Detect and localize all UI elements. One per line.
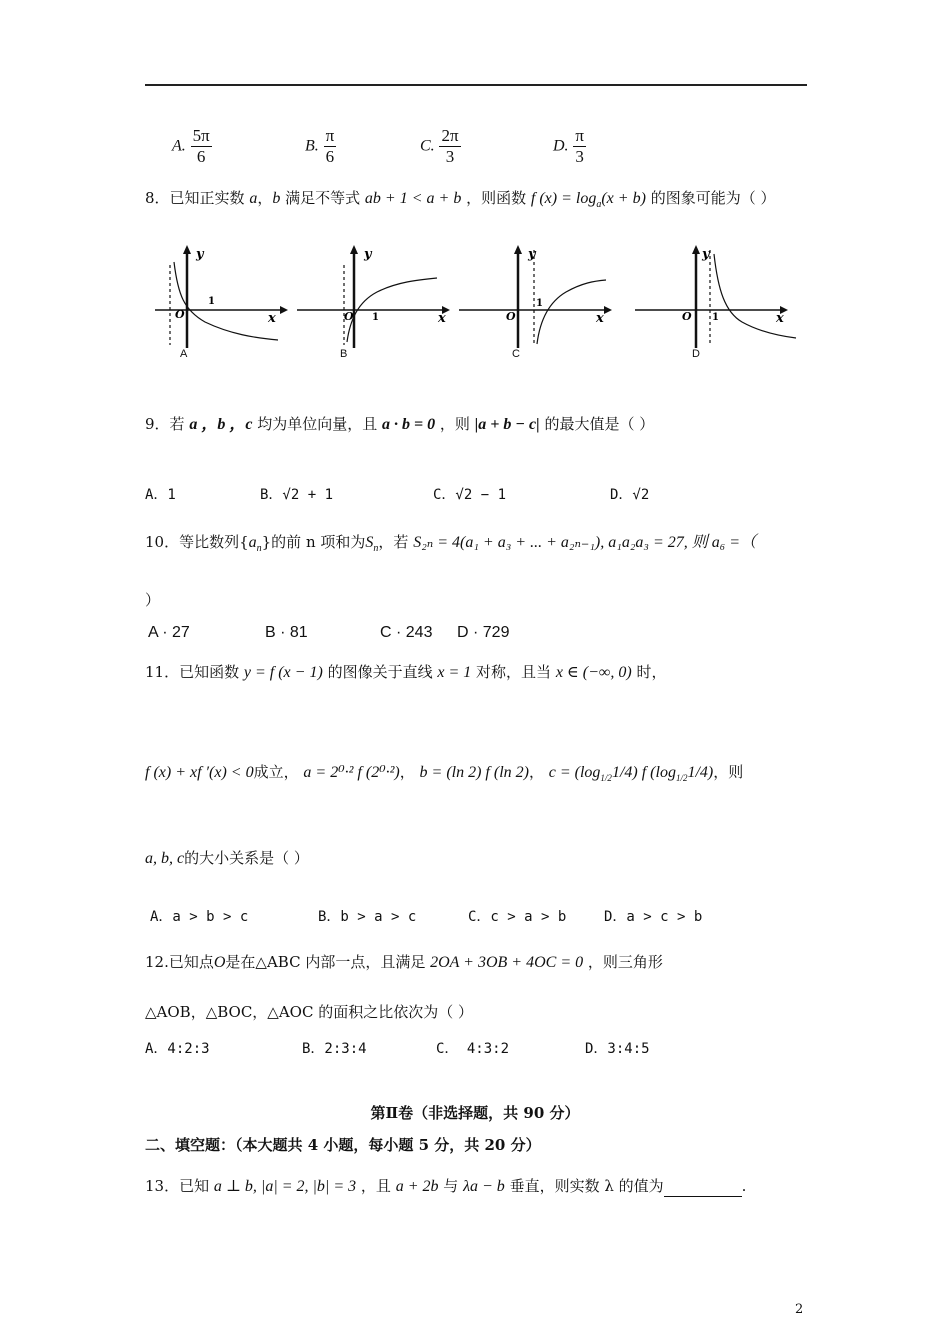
q8-graph-a	[150, 240, 290, 350]
svg-text:1: 1	[712, 312, 719, 323]
q10-option-d: D · 729	[457, 624, 510, 641]
q12-option-b: B．2:3:4	[302, 1041, 367, 1057]
q11-stem-3: a, b, c的大小关系是（ ）	[145, 849, 309, 867]
svg-text:x: x	[268, 311, 276, 326]
svg-text:1: 1	[208, 296, 215, 307]
svg-text:O: O	[175, 308, 185, 321]
q9-option-d: D．√2	[610, 487, 650, 503]
q7-option-d: D. $\frac{\pi}{3}$	[553, 126, 584, 166]
q12-option-d: D．3:4:5	[585, 1041, 650, 1057]
svg-text:O: O	[344, 310, 354, 323]
q13-answer-blank	[664, 1182, 742, 1197]
q12-option-c: C． 4:3:2	[436, 1041, 510, 1057]
q8-graph-a-label: A	[180, 348, 188, 360]
q11-option-a: A．a > b > c	[150, 909, 249, 925]
q11-stem-2: f (x) + xf ′(x) < 0成立， a = 2⁰·² f (2⁰·²)， b = (ln 2) f (ln 2)， $c = (\log_{1/2}1/4)$ f $(\log_{1/2}1/4)$，则	[145, 763, 744, 783]
q12-option-a: A．4:2:3	[145, 1041, 210, 1057]
q9-stem: 9．若 a ，b ，c 均为单位向量，且 a · b = 0 ，则 |a + b − c| 的最大值是（ ）	[145, 415, 655, 433]
q12-stem-2: △AOB，△BOC，△AOC 的面积之比依次为（ ）	[145, 1003, 473, 1021]
q13-stem: 13．已知 a ⊥ b, |a| = 2, |b| = 3 ，且 a + 2b 与 λa − b 垂直，则实数 λ 的值为 .	[145, 1177, 747, 1195]
q10-option-a: A · 27	[148, 624, 190, 641]
q10-stem-close: ）	[145, 591, 161, 609]
q7-option-a: A. $\frac{5\pi}{6}$	[172, 126, 210, 166]
svg-text:y: y	[702, 247, 710, 262]
q11-stem-1: 11．已知函数 y = f (x − 1) 的图像关于直线 x = 1 对称，且当 x ∈ (−∞, 0) 时，	[145, 663, 667, 681]
svg-text:O: O	[682, 310, 692, 323]
svg-text:1: 1	[536, 298, 543, 309]
svg-text:1: 1	[372, 312, 379, 323]
q10-option-b: B · 81	[265, 624, 308, 641]
q10-option-c: C · 243	[380, 624, 433, 641]
q7-option-c: C. $\frac{2\pi}{3}$	[420, 126, 459, 166]
q8-stem: 8．已知正实数 a，b 满足不等式 ab + 1 < a + b ，则函数 f $(x) = \log_a(x + b)$ 的图象可能为（ ）	[145, 189, 776, 210]
q8-graph-c-label: C	[512, 348, 520, 360]
page-number: 2	[795, 1302, 804, 1317]
q11-option-c: C．c > a > b	[468, 909, 567, 925]
q12-stem-1: 12.已知点O是在△ABC 内部一点，且满足 2OA + 3OB + 4OC = 0 ，则三角形	[145, 953, 663, 971]
q11-option-b: B．b > a > c	[318, 909, 417, 925]
part2-title: 第Ⅱ卷（非选择题，共 90 分）	[370, 1104, 580, 1122]
q7-option-b: B. $\frac{\pi}{6}$	[305, 126, 335, 166]
header-rule	[145, 84, 807, 86]
q11-option-d: D．a > c > b	[604, 909, 703, 925]
q9-option-a: A．1	[145, 487, 176, 503]
q8-graph-c	[454, 240, 614, 350]
svg-text:x: x	[438, 311, 446, 326]
svg-text:y: y	[196, 247, 204, 262]
q9-option-b: B．√2 + 1	[260, 487, 334, 503]
q8-graph-b-label: B	[340, 348, 348, 360]
q10-stem: 10．等比数列$\{a_n\}$的前 n 项和为$S_n$，若 S₂ₙ = 4(a₁ + a₃ + ... + a₂ₙ₋₁), a₁a₂a₃ = 27, 则 a₆ =（	[145, 533, 757, 554]
svg-text:O: O	[506, 310, 516, 323]
q8-graph-b	[292, 240, 452, 350]
svg-text:y: y	[528, 247, 536, 262]
svg-text:y: y	[364, 247, 372, 262]
q8-graph-d	[630, 240, 800, 350]
q8-graph-d-label: D	[692, 348, 700, 360]
section2-title: 二、填空题：（本大题共 4 小题，每小题 5 分，共 20 分）	[145, 1136, 541, 1154]
q9-option-c: C．√2 − 1	[433, 487, 507, 503]
svg-text:x: x	[596, 311, 604, 326]
svg-text:x: x	[776, 311, 784, 326]
